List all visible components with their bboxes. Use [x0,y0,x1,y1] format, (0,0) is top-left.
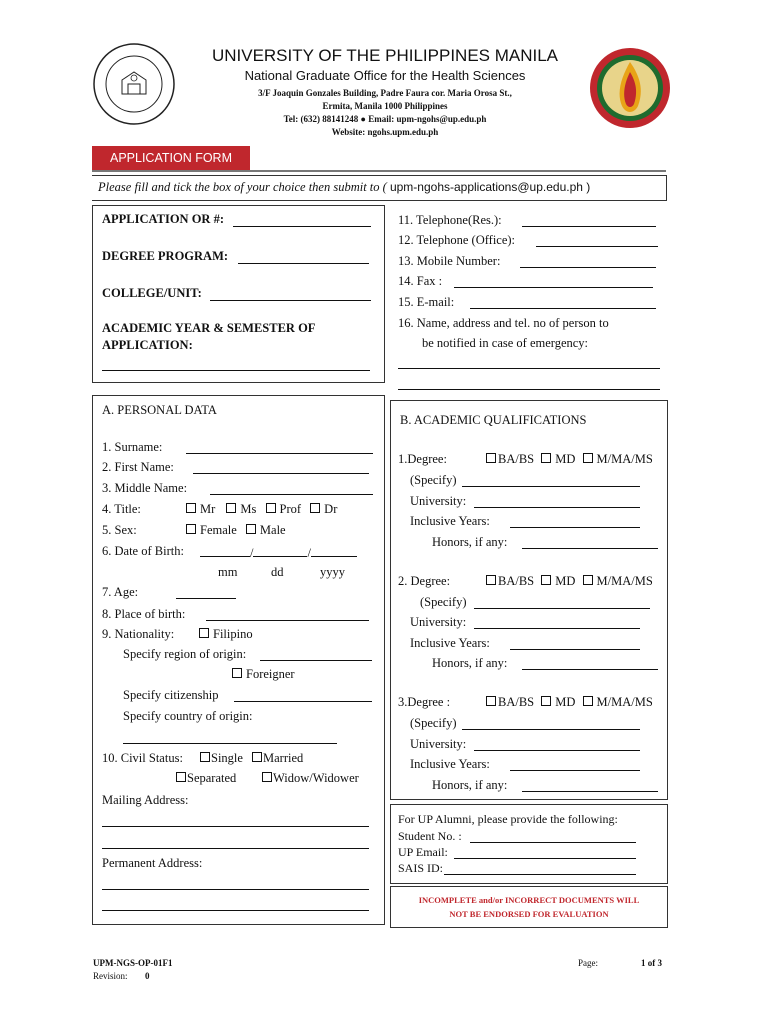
student-no-label: Student No. : [398,829,462,843]
civil-widow[interactable]: Widow/Widower [262,771,359,786]
college-unit-label: COLLEGE/UNIT: [102,286,202,300]
degree-3-md[interactable]: MD [541,695,575,709]
address-line-2: Ermita, Manila 1000 Philippines [322,101,448,111]
first-name-field[interactable] [193,473,369,474]
age-label: 7. Age: [102,585,139,599]
warning-box [390,886,668,928]
sex-option-male[interactable]: Male [246,523,286,537]
degree-2-honors-field[interactable] [522,669,658,670]
application-form-title: APPLICATION FORM [92,146,250,170]
degree-2-inclusive-label: Inclusive Years: [410,636,490,650]
revision-value: 0 [145,971,150,981]
sex-label: 5. Sex: [102,523,137,537]
civil-status-label: 10. Civil Status: [102,751,183,765]
personal-data-heading: A. PERSONAL DATA [102,403,217,417]
degree-2-specify-field[interactable] [474,608,650,609]
nationality-filipino[interactable]: Filipino [199,627,253,642]
degree-2-ma[interactable]: M/MA/MS [583,574,653,588]
degree-3-specify-field[interactable] [462,729,640,730]
title-options [186,502,337,517]
page-label: Page: [578,958,598,968]
academic-year-label-1: ACADEMIC YEAR & SEMESTER OF [102,321,316,335]
page-number: 1 of 3 [641,958,662,968]
alumni-intro: For UP Alumni, please provide the following: [398,812,618,826]
age-field[interactable] [176,598,236,599]
middle-name-label: 3. Middle Name: [102,481,188,495]
degree-1-honors-field[interactable] [522,548,658,549]
student-no-field[interactable] [470,842,636,843]
country-label: Specify country of origin: [123,709,253,723]
office-name: National Graduate Office for the Health Sciences [244,68,526,83]
title-option-ms[interactable]: Ms [226,502,256,516]
mobile-number-label: 13. Mobile Number: [398,254,501,268]
dob-yyyy-hint: yyyy [320,565,345,579]
permanent-address-label: Permanent Address: [102,856,203,870]
title-option-mr[interactable]: Mr [186,502,215,516]
email-label: 15. E-mail: [398,295,455,309]
degree-1-specify-label: (Specify) [410,473,457,487]
degree-2-inclusive-field[interactable] [510,649,640,650]
degree-3-university-field[interactable] [474,750,640,751]
degree-3-university-label: University: [410,737,467,751]
permanent-address-field-1[interactable] [102,889,369,890]
degree-2-honors-label: Honors, if any: [432,656,508,670]
checkbox-icon [486,453,496,463]
warning-line-2: NOT BE ENDORSED FOR EVALUATION [449,909,609,919]
university-name: UNIVERSITY OF THE PHILIPPINES MANILA [211,46,559,65]
checkbox-icon [486,575,496,585]
checkbox-icon [541,575,551,585]
college-unit-field[interactable] [210,300,371,301]
academic-year-label-2: APPLICATION: [102,338,193,352]
checkbox-icon [541,696,551,706]
checkbox-icon [246,524,256,534]
instruction-text: Please fill and tick the box of your choice then submit to ( [98,180,387,194]
academic-heading: B. ACADEMIC QUALIFICATIONS [400,413,587,427]
mailing-address-label: Mailing Address: [102,793,189,807]
telephone-res-label: 11. Telephone(Res.): [398,213,502,227]
website-line: Website: ngohs.upm.edu.ph [331,127,439,137]
citizenship-field[interactable] [234,701,372,702]
degree-2-label: 2. Degree: [398,574,451,588]
degree-1-options [486,452,653,467]
email-field[interactable] [470,308,656,309]
nationality-foreigner[interactable]: Foreigner [232,667,295,682]
degree-2-options [486,574,653,589]
degree-1-specify-field[interactable] [462,486,640,487]
degree-program-label: DEGREE PROGRAM: [102,249,229,263]
degree-2-university-label: University: [410,615,467,629]
region-label: Specify region of origin: [123,647,247,661]
degree-1-inclusive-label: Inclusive Years: [410,514,490,528]
mailing-address-field-2[interactable] [102,848,369,849]
nationality-label: 9. Nationality: [102,627,175,641]
revision-label: Revision: [93,971,128,981]
checkbox-icon [310,503,320,513]
degree-2-ba[interactable]: BA/BS [486,574,534,588]
fax-field[interactable] [454,287,653,288]
title-option-prof[interactable]: Prof [266,502,302,516]
instruction-bar [92,175,667,201]
title-label: 4. Title: [102,502,141,516]
degree-2-md[interactable]: MD [541,574,575,588]
checkbox-icon [200,752,210,762]
emergency-contact-label-2: be notified in case of emergency: [422,336,589,350]
sex-option-female[interactable]: Female [186,523,237,537]
date-of-birth-label: 6. Date of Birth: [102,544,184,558]
degree-3-inclusive-label: Inclusive Years: [410,757,490,771]
telephone-office-label: 12. Telephone (Office): [398,233,516,247]
sais-id-field[interactable] [444,874,636,875]
civil-single[interactable]: Single [200,751,243,766]
degree-3-label: 3.Degree : [398,695,451,709]
up-email-label: UP Email: [398,845,448,859]
degree-program-field[interactable] [238,263,369,264]
checkbox-icon [266,503,276,513]
checkbox-icon [583,696,593,706]
mailing-address-field-1[interactable] [102,826,369,827]
divider [92,170,666,172]
checkbox-icon [541,453,551,463]
date-of-birth-field[interactable]: / / [200,544,357,561]
telephone-res-field[interactable] [522,226,656,227]
degree-3-specify-label: (Specify) [410,716,457,730]
mobile-number-field[interactable] [520,267,656,268]
degree-2-university-field[interactable] [474,628,640,629]
civil-separated[interactable]: Separated [176,771,236,786]
application-or-label: APPLICATION OR #: [102,212,224,226]
emergency-contact-field-1[interactable] [398,368,660,369]
degree-1-honors-label: Honors, if any: [432,535,508,549]
civil-married[interactable]: Married [252,751,303,766]
region-field[interactable] [260,660,372,661]
checkbox-icon [176,772,186,782]
degree-1-university-label: University: [410,494,467,508]
place-of-birth-label: 8. Place of birth: [102,607,186,621]
dob-dd-hint: dd [271,565,284,579]
degree-1-ba[interactable]: BA/BS [486,452,534,466]
application-or-field[interactable] [233,226,371,227]
checkbox-icon [583,575,593,585]
address-line-1: 3/F Joaquin Gonzales Building, Padre Faura cor. Maria Orosa St., [258,88,512,98]
dob-mm-hint: mm [218,565,238,579]
degree-3-ma[interactable]: M/MA/MS [583,695,653,709]
sais-id-label: SAIS ID: [398,861,444,875]
degree-3-honors-field[interactable] [522,791,658,792]
checkbox-icon [262,772,272,782]
citizenship-label: Specify citizenship [123,688,219,702]
permanent-address-field-2[interactable] [102,910,369,911]
place-of-birth-field[interactable] [206,620,369,621]
degree-1-ma[interactable]: M/MA/MS [583,452,653,466]
first-name-label: 2. First Name: [102,460,174,474]
contact-line: Tel: (632) 88141248 ● Email: upm-ngohs@up.edu.ph [283,114,487,124]
checkbox-icon [226,503,236,513]
degree-3-options [486,695,653,710]
emergency-contact-field-2[interactable] [398,389,660,390]
up-email-field[interactable] [454,858,636,859]
middle-name-field[interactable] [210,494,373,495]
fax-label: 14. Fax : [398,274,443,288]
title-option-dr[interactable]: Dr [310,502,337,516]
degree-1-md[interactable]: MD [541,452,575,466]
country-field[interactable] [123,743,337,744]
emergency-contact-label-1: 16. Name, address and tel. no of person to [398,316,609,330]
checkbox-icon [232,668,242,678]
checkbox-icon [486,696,496,706]
surname-label: 1. Surname: [102,440,163,454]
form-code: UPM-NGS-OP-01F1 [93,958,173,968]
degree-1-inclusive-field[interactable] [510,527,640,528]
degree-3-honors-label: Honors, if any: [432,778,508,792]
instruction-email: upm-ngohs-applications@up.edu.ph ) [389,180,591,194]
telephone-office-field[interactable] [536,246,658,247]
degree-3-ba[interactable]: BA/BS [486,695,534,709]
checkbox-icon [186,503,196,513]
degree-3-inclusive-field[interactable] [510,770,640,771]
academic-year-field[interactable] [102,370,370,371]
checkbox-icon [199,628,209,638]
checkbox-icon [583,453,593,463]
degree-1-university-field[interactable] [474,507,640,508]
degree-1-label: 1.Degree: [398,452,447,466]
degree-2-specify-label: (Specify) [420,595,467,609]
surname-field[interactable] [186,453,373,454]
checkbox-icon [186,524,196,534]
checkbox-icon [252,752,262,762]
sex-options [186,523,286,538]
warning-line-1: INCOMPLETE and/or INCORRECT DOCUMENTS WILL [418,895,640,905]
